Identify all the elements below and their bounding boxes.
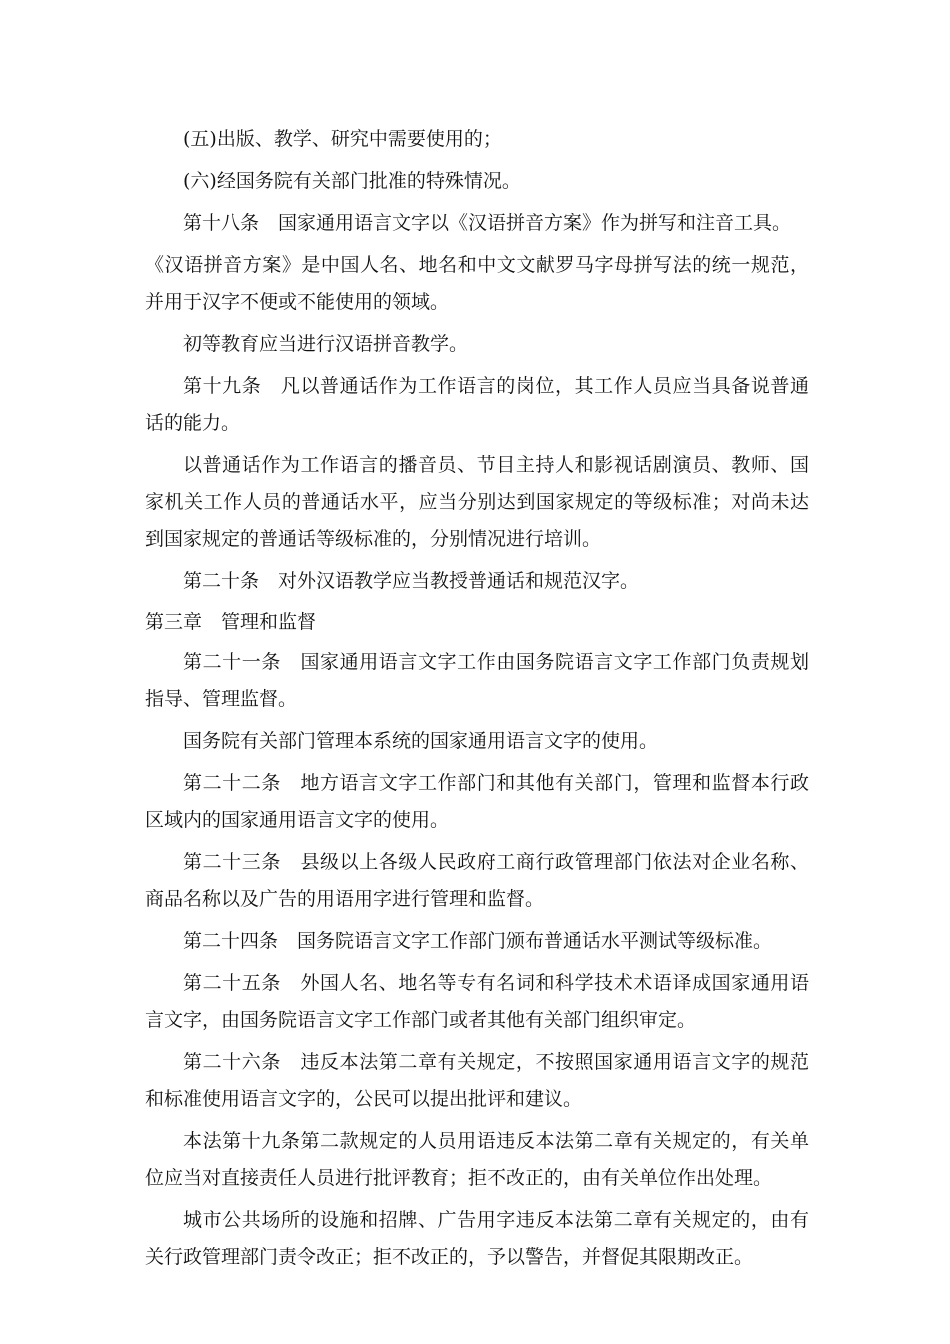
article-26: 第二十六条 违反本法第二章有关规定，不按照国家通用语言文字的规范和标准使用语言文字的，公民可以提出批评和建议。 [145,1051,809,1110]
article-18: 第十八条 国家通用语言文字以《汉语拼音方案》作为拼写和注音工具。 [183,212,792,234]
paragraph: (六)经国务院有关部门批准的特殊情况。 [183,170,521,192]
paragraph: 初等教育应当进行汉语拼音教学。 [183,333,469,355]
article-22: 第二十二条 地方语言文字工作部门和其他有关部门，管理和监督本行政区域内的国家通用语言文字的使用。 [145,772,809,831]
article-24: 第二十四条 国务院语言文字工作部门颁布普通话水平测试等级标准。 [183,930,773,952]
paragraph: (五)出版、教学、研究中需要使用的； [183,128,502,150]
article-21: 第二十一条 国家通用语言文字工作由国务院语言文字工作部门负责规划指导、管理监督。 [145,651,809,710]
document-body [145,121,809,1281]
article-20: 第二十条 对外汉语教学应当教授普通话和规范汉字。 [183,570,640,592]
paragraph: 以普通话作为工作语言的播音员、节目主持人和影视话剧演员、教师、国家机关工作人员的普通话水平，应当分别达到国家规定的等级标准；对尚未达到国家规定的普通话等级标准的，分别情况进行培训。 [145,454,809,550]
paragraph: 本法第十九条第二款规定的人员用语违反本法第二章有关规定的，有关单位应当对直接责任人员进行批评教育；拒不改正的，由有关单位作出处理。 [145,1130,809,1189]
article-23: 第二十三条 县级以上各级人民政府工商行政管理部门依法对企业名称、商品名称以及广告的用语用字进行管理和监督。 [145,851,809,910]
paragraph: 《汉语拼音方案》是中国人名、地名和中文文献罗马字母拼写法的统一规范，并用于汉字不便或不能使用的领域。 [145,254,809,313]
article-19: 第十九条 凡以普通话作为工作语言的岗位，其工作人员应当具备说普通话的能力。 [145,375,809,434]
chapter-heading: 第三章 管理和监督 [145,611,317,633]
article-25: 第二十五条 外国人名、地名等专有名词和科学技术术语译成国家通用语言文字，由国务院语言文字工作部门或者其他有关部门组织审定。 [145,972,809,1031]
paragraph: 城市公共场所的设施和招牌、广告用字违反本法第二章有关规定的，由有关行政管理部门责令改正；拒不改正的，予以警告，并督促其限期改正。 [145,1209,809,1268]
paragraph: 国务院有关部门管理本系统的国家通用语言文字的使用。 [183,730,659,752]
